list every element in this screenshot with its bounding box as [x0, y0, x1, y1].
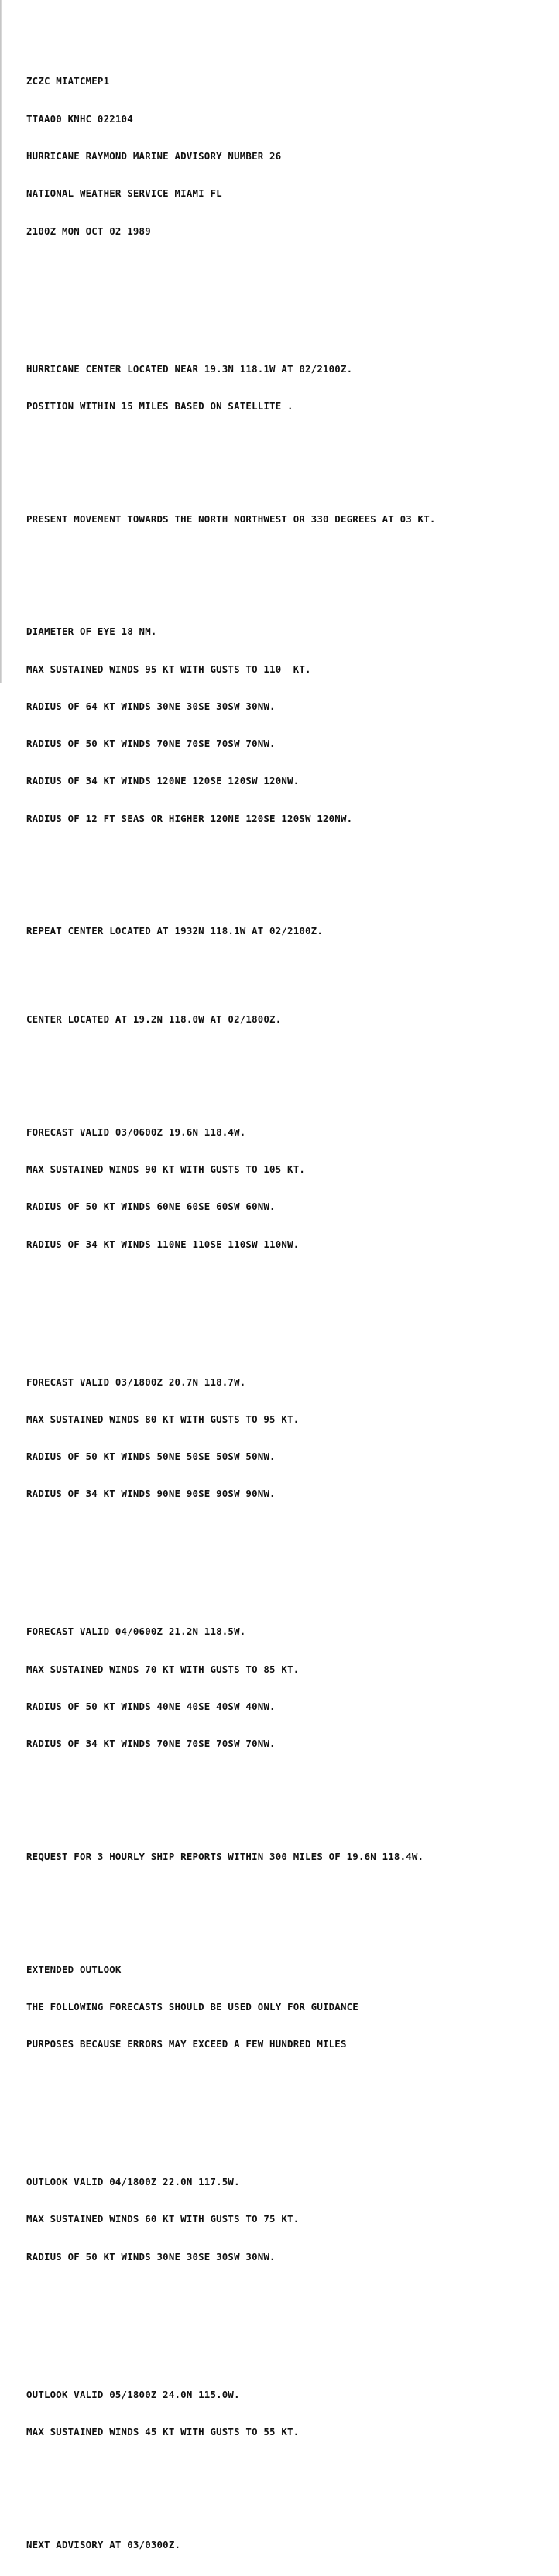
forecast-line: MAX SUSTAINED WINDS 90 KT WITH GUSTS TO 105 KT. [26, 1163, 306, 1176]
spacer [26, 550, 559, 564]
spacer [26, 1050, 559, 1064]
forecast-line: MAX SUSTAINED WINDS 80 KT WITH GUSTS TO 95 KT. [26, 1413, 300, 1425]
header-block [26, 50, 559, 262]
next-advisory-line: NEXT ADVISORY AT 03/0300Z. [26, 2538, 181, 2550]
outlook-line: OUTLOOK VALID 04/1800Z 22.0N 117.5W. [26, 2176, 240, 2188]
repeat-center-line: REPEAT CENTER LOCATED AT 1932N 118.1W AT 02/2100Z. [26, 925, 323, 937]
center-position-line: POSITION WITHIN 15 MILES BASED ON SATELLITE . [26, 399, 293, 412]
header-line: NATIONAL WEATHER SERVICE MIAMI FL [26, 187, 222, 200]
spacer [26, 287, 559, 300]
forecast-block [26, 1601, 559, 1775]
extended-outlook-block [26, 1939, 559, 2076]
forecast-line: FORECAST VALID 03/1800Z 20.7N 118.7W. [26, 1375, 246, 1388]
forecast-line: RADIUS OF 34 KT WINDS 110NE 110SE 110SW 110NW. [26, 1238, 300, 1250]
spacer [26, 2488, 559, 2501]
forecast-line: MAX SUSTAINED WINDS 70 KT WITH GUSTS TO 85 KT. [26, 1663, 300, 1675]
forecast-block [26, 1351, 559, 1525]
conditions-line: RADIUS OF 12 FT SEAS OR HIGHER 120NE 120SE 120SW 120NW. [26, 812, 353, 824]
header-line: HURRICANE RAYMOND MARINE ADVISORY NUMBER 26 [26, 150, 282, 163]
spacer [26, 1888, 559, 1901]
extended-outlook-line: PURPOSES BECAUSE ERRORS MAY EXCEED A FEW HUNDRED MILES [26, 2038, 347, 2050]
spacer [26, 963, 559, 976]
conditions-line: MAX SUSTAINED WINDS 95 KT WITH GUSTS TO 110 KT. [26, 663, 311, 675]
scan-edge-shadow [0, 0, 2, 683]
outlook-line: MAX SUSTAINED WINDS 45 KT WITH GUSTS TO 55 KT. [26, 2425, 300, 2437]
header-line: 2100Z MON OCT 02 1989 [26, 224, 151, 237]
spacer [26, 2101, 559, 2114]
advisory-bulletin [26, 13, 559, 2576]
extended-outlook-line: EXTENDED OUTLOOK [26, 1963, 122, 1975]
forecast-block [26, 1101, 559, 1276]
outlook-block [26, 2364, 559, 2464]
spacer [26, 462, 559, 475]
conditions-line: RADIUS OF 50 KT WINDS 70NE 70SE 70SW 70NW. [26, 738, 276, 750]
spacer [26, 875, 559, 888]
spacer [26, 1800, 559, 1814]
header-line: TTAA00 KNHC 022104 [26, 112, 133, 125]
conditions-line: RADIUS OF 64 KT WINDS 30NE 30SE 30SW 30NW. [26, 700, 276, 712]
conditions-line: DIAMETER OF EYE 18 NM. [26, 625, 157, 638]
current-conditions-block [26, 601, 559, 850]
outlook-line: OUTLOOK VALID 05/1800Z 24.0N 115.0W. [26, 2388, 240, 2400]
ship-request-line: REQUEST FOR 3 HOURLY SHIP REPORTS WITHIN 300 MILES OF 19.6N 118.4W. [26, 1850, 424, 1862]
outlook-block [26, 2151, 559, 2288]
previous-center-line: CENTER LOCATED AT 19.2N 118.0W AT 02/1800Z. [26, 1013, 282, 1026]
outlook-line: RADIUS OF 50 KT WINDS 30NE 30SE 30SW 30NW. [26, 2250, 276, 2263]
forecast-line: RADIUS OF 50 KT WINDS 40NE 40SE 40SW 40NW. [26, 1700, 276, 1712]
outlook-line: MAX SUSTAINED WINDS 60 KT WITH GUSTS TO 75 KT. [26, 2213, 300, 2225]
forecast-line: RADIUS OF 50 KT WINDS 60NE 60SE 60SW 60NW. [26, 1201, 276, 1213]
center-position-line: HURRICANE CENTER LOCATED NEAR 19.3N 118.1W AT 02/2100Z. [26, 362, 353, 375]
center-position-block [26, 337, 559, 437]
extended-outlook-line: THE FOLLOWING FORECASTS SHOULD BE USED ONLY FOR GUIDANCE [26, 2000, 358, 2012]
forecast-line: FORECAST VALID 03/0600Z 19.6N 118.4W. [26, 1125, 246, 1138]
forecast-line: RADIUS OF 50 KT WINDS 50NE 50SE 50SW 50NW. [26, 1451, 276, 1463]
spacer [26, 1300, 559, 1314]
forecast-line: RADIUS OF 34 KT WINDS 90NE 90SE 90SW 90NW. [26, 1488, 276, 1500]
spacer [26, 2313, 559, 2326]
forecast-line: FORECAST VALID 04/0600Z 21.2N 118.5W. [26, 1625, 246, 1638]
movement-line: PRESENT MOVEMENT TOWARDS THE NORTH NORTHWEST OR 330 DEGREES AT 03 KT. [26, 512, 436, 525]
forecast-line: RADIUS OF 34 KT WINDS 70NE 70SE 70SW 70NW. [26, 1738, 276, 1750]
spacer [26, 1550, 559, 1564]
conditions-line: RADIUS OF 34 KT WINDS 120NE 120SE 120SW 120NW. [26, 775, 300, 787]
header-line: ZCZC MIATCMEP1 [26, 75, 110, 87]
